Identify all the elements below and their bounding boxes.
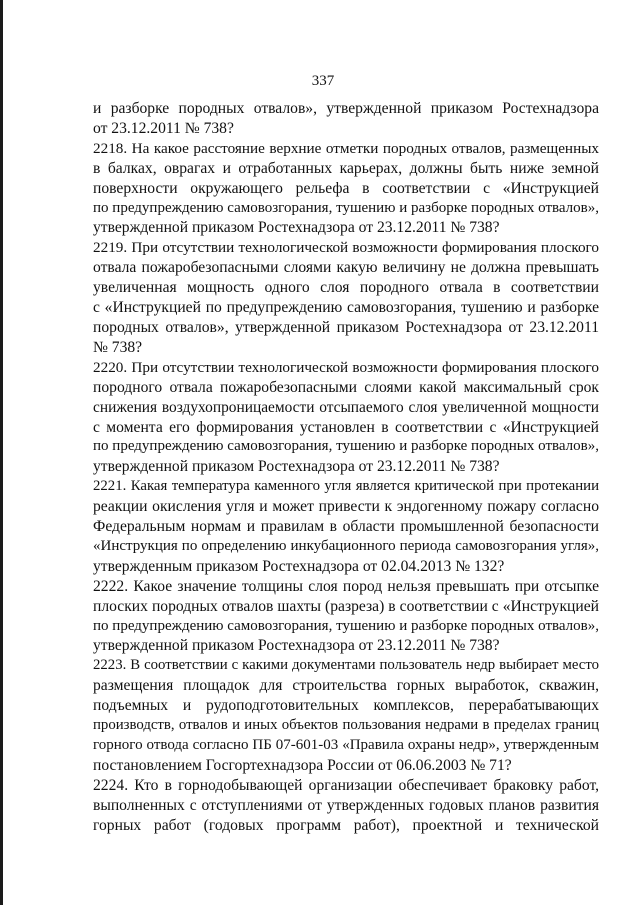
page-number: 337 <box>311 73 335 89</box>
text-line: 2224. Кто в горнодобывающей организации обеспечивает браковку работ, <box>93 776 599 794</box>
text-line: 2222. Какое значение толщины слоя пород нельзя превышать при отсыпке <box>93 577 599 595</box>
paragraph <box>93 577 599 657</box>
paragraph <box>93 238 599 357</box>
text-line: 2218. На какое расстояние верхние отметки породных отвалов, размещенных <box>93 139 599 157</box>
text-line: реакции окисления угля и может привести к эндогенному пожару согласно <box>93 498 599 516</box>
text-line: 2221. Какая температура каменного угля является критической при протекании <box>93 478 599 495</box>
text-line: породного отвала пожаробезопасными слоями какой максимальный срок <box>93 378 599 396</box>
text-line: от 23.12.2011 № 738? <box>93 119 234 137</box>
text-line: поверхности окружающего рельефа в соответствии с «Инструкцией <box>93 179 599 197</box>
text-line: утвержденным приказом Ростехнадзора от 02.04.2013 № 132? <box>93 557 505 575</box>
text-line: производств, отвалов и иных объектов пользования недрами в пределах границ <box>93 717 599 734</box>
paragraph <box>93 139 599 239</box>
text-line: подъемных и рудоподготовительных комплексов, перерабатывающих <box>93 697 599 715</box>
text-line: утвержденной приказом Ростехнадзора от 23.12.2011 № 738? <box>93 219 500 237</box>
text-line: «Инструкция по определению инкубационного периода самовозгорания угля», <box>93 537 599 554</box>
text-line: утвержденной приказом Ростехнадзора от 23.12.2011 № 738? <box>93 458 500 476</box>
text-line: по предупреждению самовозгорания, тушению и разборке породных отвалов», <box>93 617 599 634</box>
text-line: горных работ (годовых программ работ), проектной и технической <box>93 816 599 834</box>
text-line: снижения воздухопроницаемости отсыпаемого слоя увеличенной мощности <box>93 398 599 416</box>
text-line: по предупреждению самовозгорания, тушению и разборке породных отвалов», <box>93 438 599 455</box>
text-line: с момента его формирования установлен в соответствии с «Инструкцией <box>93 418 599 436</box>
text-line: увеличенная мощность одного слоя породного отвала в соответствии <box>93 279 599 297</box>
paragraph <box>93 656 599 775</box>
text-line: породных отвалов», утвержденной приказом Ростехнадзора от 23.12.2011 <box>93 318 599 336</box>
text-line: горного отвода согласно ПБ 07-601-03 «Правила охраны недр», утвержденным <box>93 737 599 753</box>
text-line: 2223. В соответствии с какими документами пользователь недр выбирает место <box>93 657 599 674</box>
text-line: плоских породных отвалов шахты (разреза) в соответствии с «Инструкцией <box>93 597 599 615</box>
text-line: 2220. При отсутствии технологической возможности формирования плоского <box>93 358 599 376</box>
text-line: Федеральным нормам и правилам в области промышленной безопасности <box>93 518 599 536</box>
text-line: с «Инструкцией по предупреждению самовозгорания, тушению и разборке <box>93 299 599 317</box>
paragraph <box>93 776 599 836</box>
document-body <box>93 99 599 836</box>
paragraph <box>93 99 599 139</box>
text-line: размещения площадок для строительства горных выработок, скважин, <box>93 677 599 695</box>
text-line: по предупреждению самовозгорания, тушению и разборке породных отвалов», <box>93 199 599 216</box>
paragraph <box>93 477 599 577</box>
text-line: отвала пожаробезопасными слоями какую величину не должна превышать <box>93 259 599 277</box>
text-line: № 738? <box>93 338 143 356</box>
text-line: утвержденной приказом Ростехнадзора от 23.12.2011 № 738? <box>93 637 500 655</box>
text-line: в балках, оврагах и отработанных карьерах, должны быть ниже земной <box>93 159 599 177</box>
paragraph <box>93 358 599 477</box>
text-line: и разборке породных отвалов», утвержденной приказом Ростехнадзора <box>93 100 599 117</box>
text-line: выполненных с отступлениями от утвержденных годовых планов развития <box>93 796 599 814</box>
text-line: 2219. При отсутствии технологической возможности формирования плоского <box>93 239 599 257</box>
text-line: постановлением Госгортехнадзора России от 06.06.2003 № 71? <box>93 756 512 774</box>
